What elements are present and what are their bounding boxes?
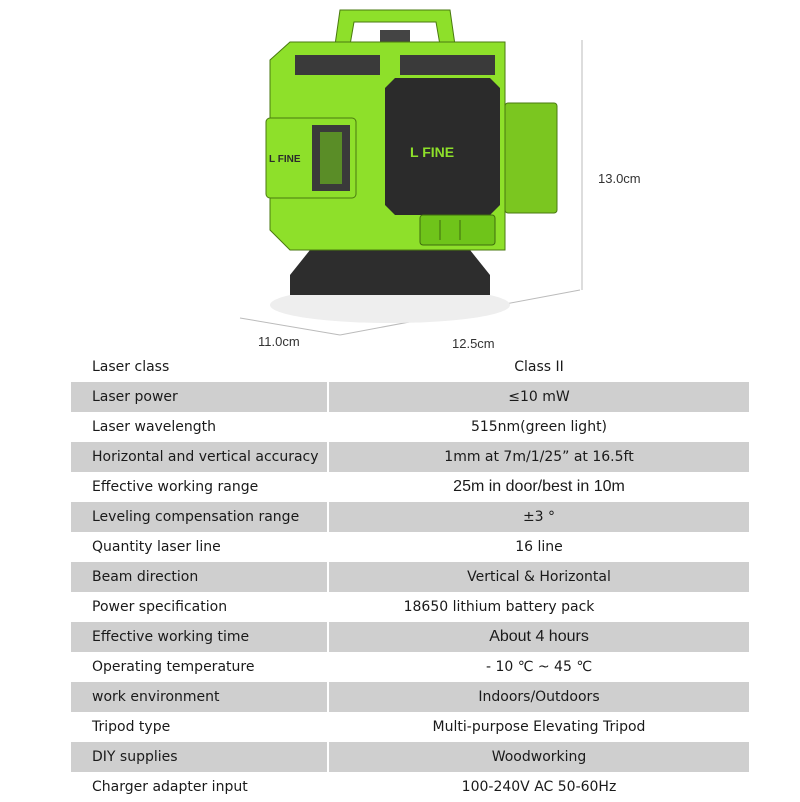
control-buttons <box>420 215 495 245</box>
spec-value: Vertical & Horizontal <box>467 569 611 585</box>
spec-label: Charger adapter input <box>92 779 248 795</box>
spec-label: Horizontal and vertical accuracy <box>71 442 329 472</box>
spec-value: Indoors/Outdoors <box>478 689 600 705</box>
spec-value: - 10 ℃ ~ 45 ℃ <box>485 659 593 675</box>
front-logo: L FINE <box>410 144 455 160</box>
width-label: 11.0cm <box>258 334 300 349</box>
spec-row <box>71 442 749 472</box>
spec-row <box>71 352 749 382</box>
base <box>290 250 490 295</box>
spec-label: Tripod type <box>92 719 171 735</box>
spec-value: 515nm(green light) <box>470 419 608 435</box>
spec-value: ±3 ° <box>522 509 556 525</box>
spec-value: Multi-purpose Elevating Tripod <box>432 719 646 735</box>
spec-label: Laser wavelength <box>92 419 217 435</box>
spec-row <box>71 592 749 622</box>
spec-value: ≤10 mW <box>508 389 570 405</box>
spec-value: 1mm at 7m/1/25” at 16.5ft <box>444 449 634 465</box>
spec-value: 18650 lithium battery pack <box>403 599 595 615</box>
spec-row <box>71 622 749 652</box>
spec-row <box>71 742 749 772</box>
spec-row <box>71 712 749 742</box>
spec-label: Leveling compensation range <box>71 502 329 532</box>
spec-value: Class II <box>514 359 564 375</box>
spec-label: DIY supplies <box>71 742 329 772</box>
spec-row <box>71 682 749 712</box>
spec-row <box>71 472 749 502</box>
spec-value: 16 line <box>515 539 563 555</box>
side-logo: L FINE <box>269 154 301 165</box>
height-label: 13.0cm <box>598 171 641 186</box>
spec-label: Power specification <box>92 599 228 615</box>
spec-label: Quantity laser line <box>92 539 221 555</box>
spec-row <box>71 412 749 442</box>
spec-label: Effective working time <box>71 622 329 652</box>
depth-label: 12.5cm <box>452 336 495 351</box>
spec-label: work environment <box>71 682 329 712</box>
width-dimension-line <box>240 318 340 335</box>
spec-row <box>71 562 749 592</box>
spec-label: Effective working range <box>92 479 259 495</box>
spec-table <box>71 352 749 802</box>
product-image <box>0 0 800 355</box>
spec-row <box>71 652 749 682</box>
spec-value: 100-240V AC 50-60Hz <box>461 779 617 795</box>
spec-label: Laser class <box>92 359 170 375</box>
spec-row <box>71 502 749 532</box>
side-window-glass <box>320 132 342 184</box>
spec-label: Beam direction <box>71 562 329 592</box>
spec-value: 25m in door/best in 10m <box>453 478 625 495</box>
spec-row <box>71 382 749 412</box>
laser-level-illustration <box>0 0 800 355</box>
top-band-right <box>400 55 495 75</box>
right-module <box>505 103 557 213</box>
spec-label: Laser power <box>71 382 329 412</box>
spec-row <box>71 532 749 562</box>
top-band <box>295 55 380 75</box>
spec-value: About 4 hours <box>489 628 589 645</box>
spec-value: Woodworking <box>491 749 587 765</box>
spec-label: Operating temperature <box>92 659 255 675</box>
spec-row <box>71 772 749 802</box>
